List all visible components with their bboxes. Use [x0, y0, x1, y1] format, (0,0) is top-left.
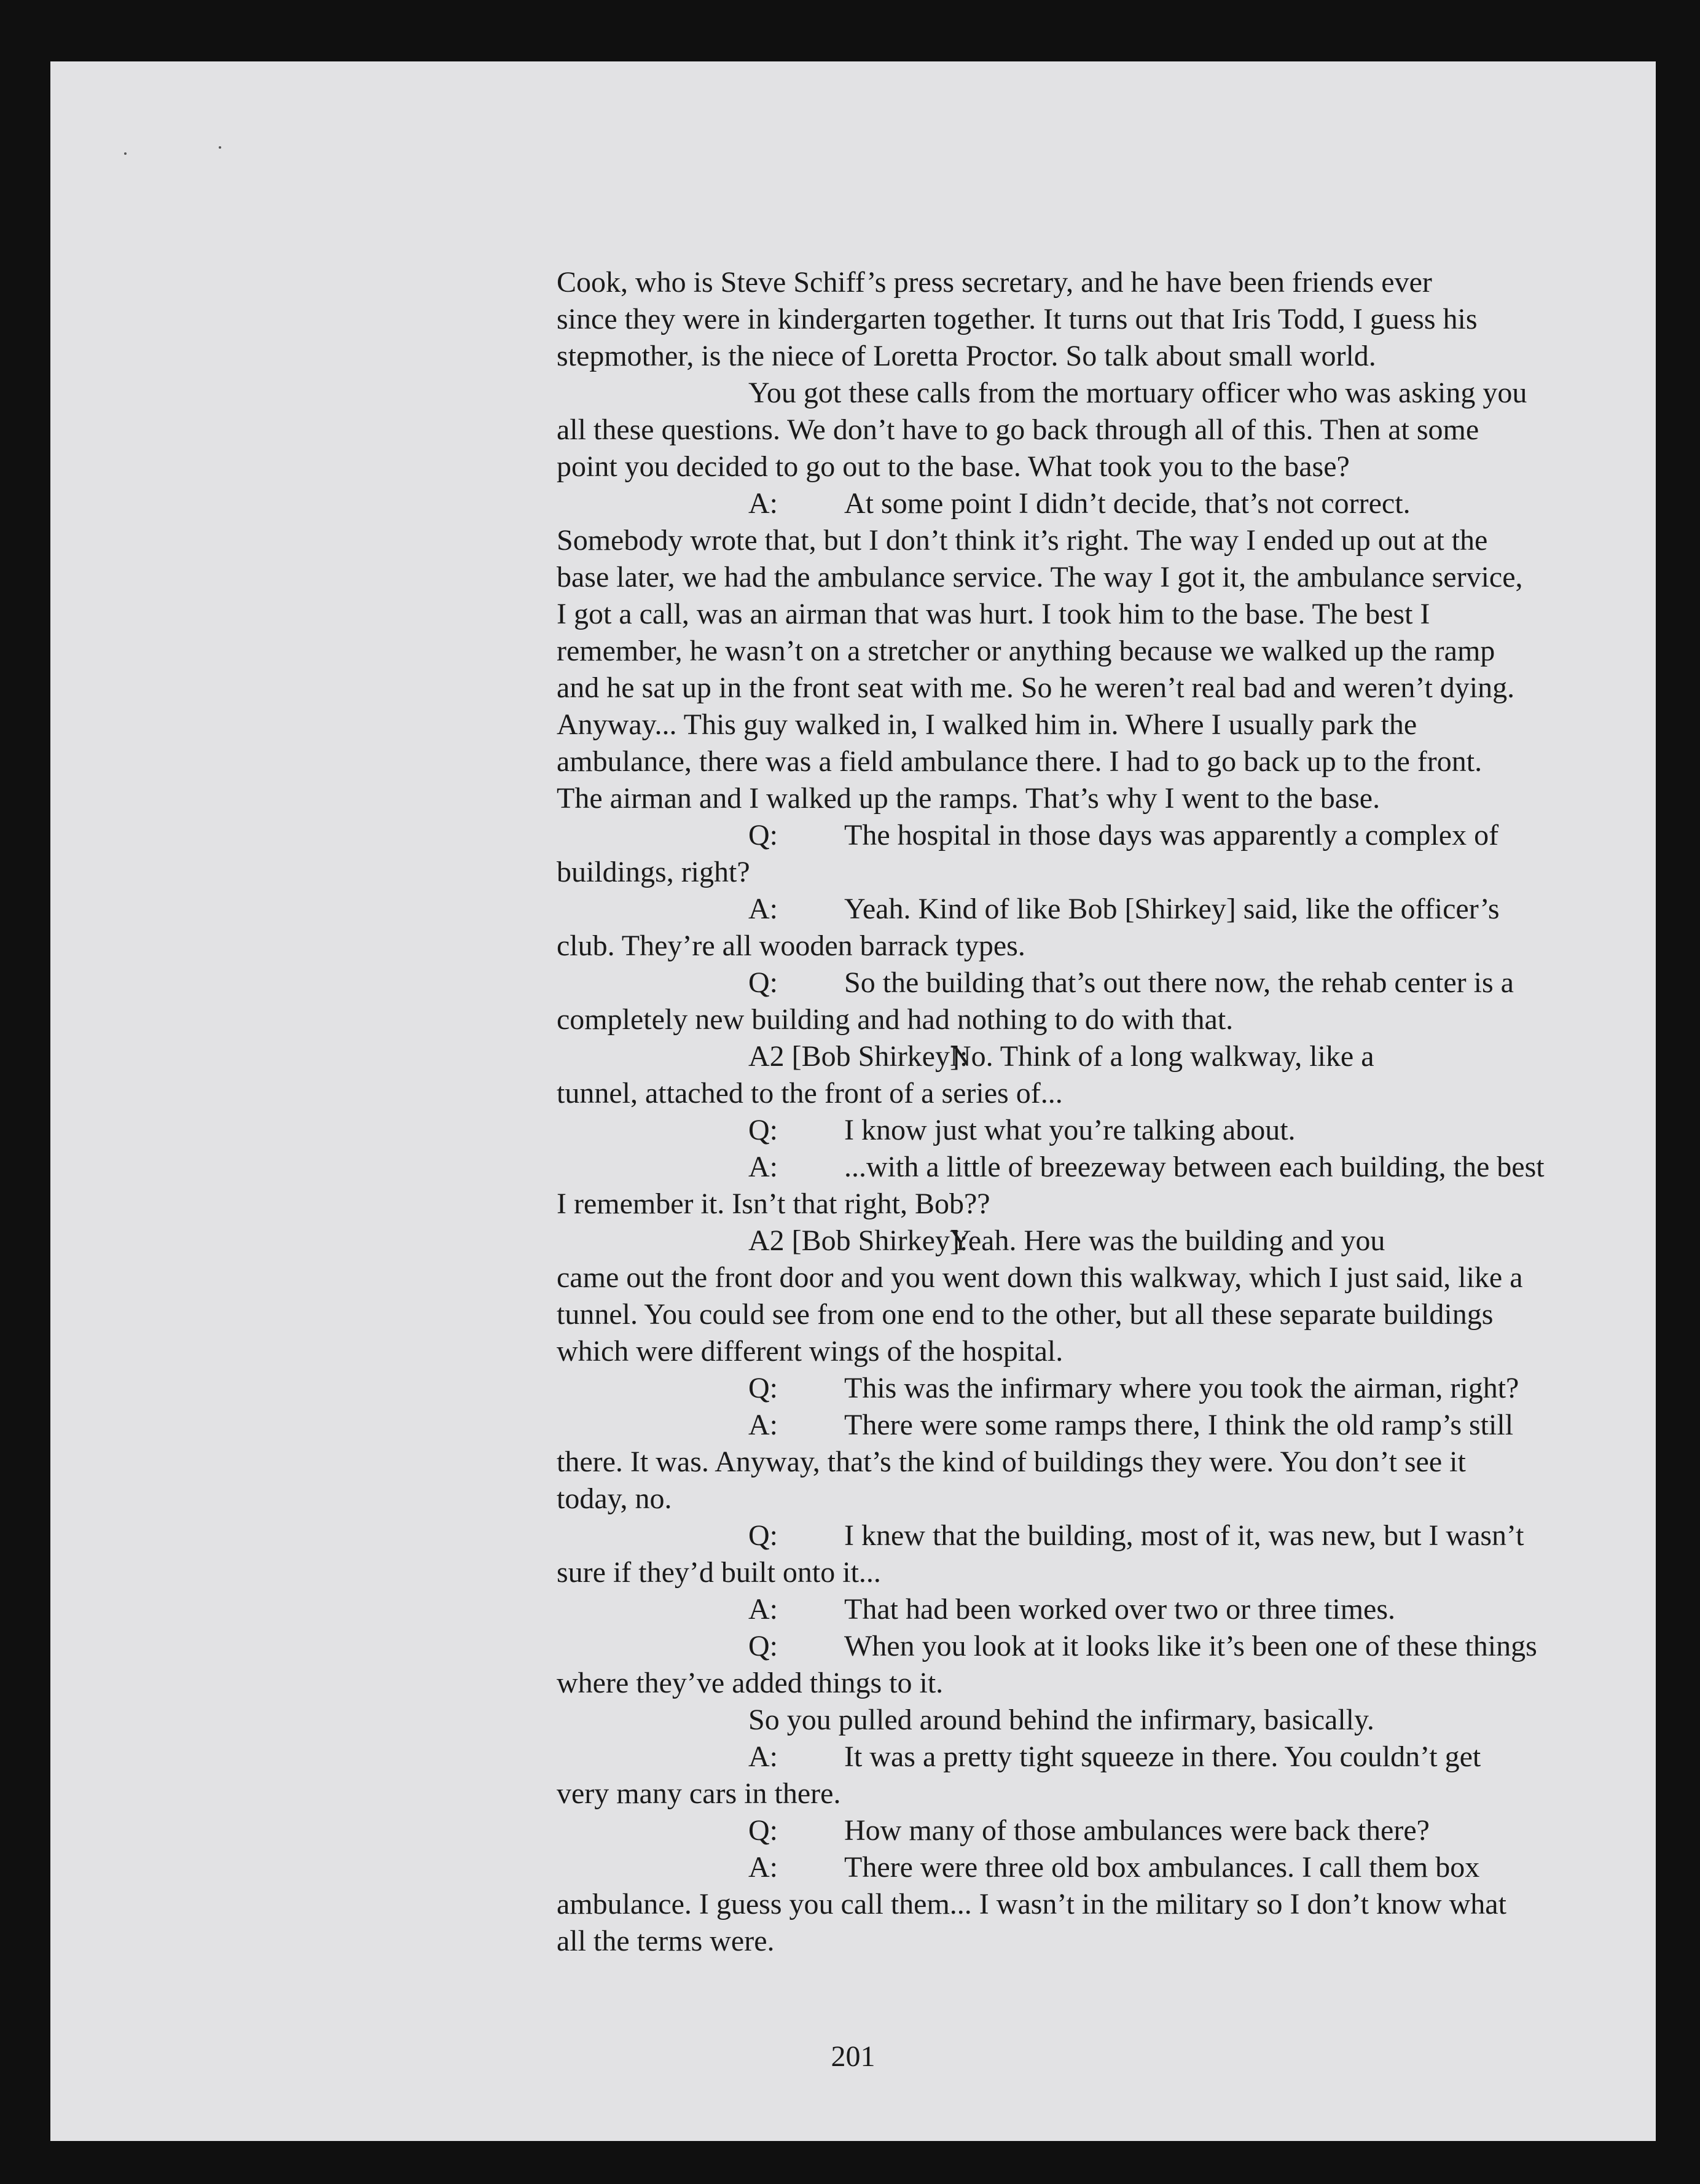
speaker-label: Q: [748, 1630, 778, 1662]
line-text: I know just what you’re talking about. [844, 1114, 1296, 1146]
transcript-line [557, 633, 1601, 670]
transcript-line [557, 1554, 1601, 1591]
line-text: where they’ve added things to it. [557, 1667, 944, 1699]
transcript-body [557, 264, 1601, 1960]
line-text: At some point I didn’t decide, that’s not correct. [844, 487, 1411, 520]
speaker-label: A: [748, 1593, 778, 1626]
speaker-label: A2 [Bob Shirkey]: [748, 1040, 968, 1073]
line-text: point you decided to go out to the base. What took you to the base? [557, 450, 1350, 483]
transcript-line [557, 375, 1601, 412]
line-text: buildings, right? [557, 856, 750, 888]
line-text: There were three old box ambulances. I call them box [844, 1851, 1480, 1884]
transcript-line [557, 1923, 1601, 1960]
speaker-label: A: [748, 1409, 778, 1441]
transcript-line [557, 1112, 1601, 1149]
line-text: remember, he wasn’t on a stretcher or anything because we walked up the ramp [557, 635, 1495, 667]
line-text: club. They’re all wooden barrack types. [557, 930, 1025, 962]
line-text: The airman and I walked up the ramps. That’s why I went to the base. [557, 782, 1381, 815]
transcript-line [557, 1370, 1601, 1407]
transcript-line [557, 1628, 1601, 1665]
line-text: tunnel. You could see from one end to the other, but all these separate buildings [557, 1298, 1494, 1331]
speaker-label: A: [748, 1851, 778, 1884]
speaker-label: A: [748, 893, 778, 925]
line-text: Cook, who is Steve Schiff’s press secretary, and he have been friends ever [557, 266, 1432, 299]
line-text: all the terms were. [557, 1925, 775, 1957]
line-text: I knew that the building, most of it, was new, but I wasn’t [844, 1519, 1524, 1552]
line-text: completely new building and had nothing to do with that. [557, 1003, 1234, 1036]
speaker-label: Q: [748, 1519, 778, 1552]
line-text: Anyway... This guy walked in, I walked him in. Where I usually park the [557, 708, 1417, 741]
transcript-line [557, 1665, 1601, 1702]
line-text: There were some ramps there, I think the old ramp’s still [844, 1409, 1514, 1441]
line-text: I got a call, was an airman that was hurt. I took him to the base. The best I [557, 598, 1430, 630]
line-text: I remember it. Isn’t that right, Bob?? [557, 1188, 990, 1220]
transcript-line [557, 412, 1601, 448]
transcript-line [557, 670, 1601, 706]
line-text: there. It was. Anyway, that’s the kind of buildings they were. You don’t see it [557, 1446, 1466, 1478]
speaker-label: Q: [748, 819, 778, 851]
transcript-line [557, 1481, 1601, 1517]
line-text: How many of those ambulances were back there? [844, 1814, 1430, 1847]
speaker-label: A: [748, 1151, 778, 1183]
speaker-label: A: [748, 1740, 778, 1773]
transcript-line [557, 1001, 1601, 1038]
speaker-label: A: [748, 487, 778, 520]
line-text: which were different wings of the hospital. [557, 1335, 1063, 1368]
speaker-label: Q: [748, 966, 778, 999]
transcript-line [557, 1739, 1601, 1775]
line-text: very many cars in there. [557, 1777, 841, 1810]
transcript-line [557, 854, 1601, 891]
line-text: You got these calls from the mortuary officer who was asking you [748, 377, 1527, 409]
line-text: Yeah. Kind of like Bob [Shirkey] said, like the officer’s [844, 893, 1500, 925]
line-text: tunnel, attached to the front of a series of... [557, 1077, 1063, 1110]
line-text: ...with a little of breezeway between each building, the best [844, 1151, 1545, 1183]
transcript-line [557, 817, 1601, 854]
transcript-line [557, 1591, 1601, 1628]
transcript-line [557, 1186, 1601, 1223]
transcript-line [557, 1075, 1601, 1112]
transcript-line [557, 1407, 1601, 1444]
transcript-line [557, 1149, 1601, 1186]
transcript-line [557, 1775, 1601, 1812]
transcript-line [557, 522, 1601, 559]
document-page [50, 61, 1656, 2141]
line-text: came out the front door and you went down this walkway, which I just said, like a [557, 1261, 1523, 1294]
transcript-line [557, 1849, 1601, 1886]
line-text: This was the infirmary where you took the airman, right? [844, 1372, 1519, 1404]
scan-speck [124, 152, 127, 155]
speaker-label: Q: [748, 1814, 778, 1847]
transcript-line [557, 1259, 1601, 1296]
transcript-line [557, 1812, 1601, 1849]
line-text: stepmother, is the niece of Loretta Proctor. So talk about small world. [557, 340, 1376, 372]
line-text: Yeah. Here was the building and you [950, 1224, 1385, 1257]
line-text: ambulance, there was a field ambulance there. I had to go back up to the front. [557, 745, 1483, 778]
transcript-line [557, 965, 1601, 1001]
line-text: today, no. [557, 1482, 672, 1515]
line-text: That had been worked over two or three times. [844, 1593, 1396, 1626]
speaker-label: Q: [748, 1114, 778, 1146]
speaker-label: Q: [748, 1372, 778, 1404]
line-text: sure if they’d built onto it... [557, 1556, 881, 1589]
page-number: 201 [831, 2040, 875, 2073]
transcript-line [557, 1296, 1601, 1333]
transcript-line [557, 1038, 1601, 1075]
transcript-line [557, 485, 1601, 522]
transcript-line [557, 928, 1601, 965]
transcript-line [557, 559, 1601, 596]
transcript-line [557, 264, 1601, 301]
transcript-line [557, 1444, 1601, 1481]
line-text: since they were in kindergarten together. It turns out that Iris Todd, I guess his [557, 303, 1478, 335]
transcript-line [557, 596, 1601, 633]
transcript-line [557, 1517, 1601, 1554]
transcript-line [557, 891, 1601, 928]
transcript-line [557, 706, 1601, 743]
speaker-label: A2 [Bob Shirkey]: [748, 1224, 968, 1257]
line-text: ambulance. I guess you call them... I wasn’t in the military so I don’t know what [557, 1888, 1506, 1920]
line-text: So the building that’s out there now, the rehab center is a [844, 966, 1514, 999]
line-text: Somebody wrote that, but I don’t think it’s right. The way I ended up out at the [557, 524, 1488, 557]
line-text: When you look at it looks like it’s been one of these things [844, 1630, 1537, 1662]
transcript-line [557, 1702, 1601, 1739]
transcript-line [557, 301, 1601, 338]
line-text: No. Think of a long walkway, like a [950, 1040, 1374, 1073]
line-text: and he sat up in the front seat with me. So he weren’t real bad and weren’t dying. [557, 671, 1515, 704]
transcript-line [557, 448, 1601, 485]
transcript-line [557, 743, 1601, 780]
transcript-line [557, 1886, 1601, 1923]
line-text: It was a pretty tight squeeze in there. You couldn’t get [844, 1740, 1481, 1773]
line-text: The hospital in those days was apparently a complex of [844, 819, 1499, 851]
transcript-line [557, 780, 1601, 817]
transcript-line [557, 338, 1601, 375]
scan-speck [219, 146, 221, 149]
line-text: So you pulled around behind the infirmary, basically. [748, 1704, 1374, 1736]
transcript-line [557, 1223, 1601, 1259]
line-text: base later, we had the ambulance service. The way I got it, the ambulance service, [557, 561, 1523, 593]
transcript-line [557, 1333, 1601, 1370]
line-text: all these questions. We don’t have to go back through all of this. Then at some [557, 413, 1479, 446]
